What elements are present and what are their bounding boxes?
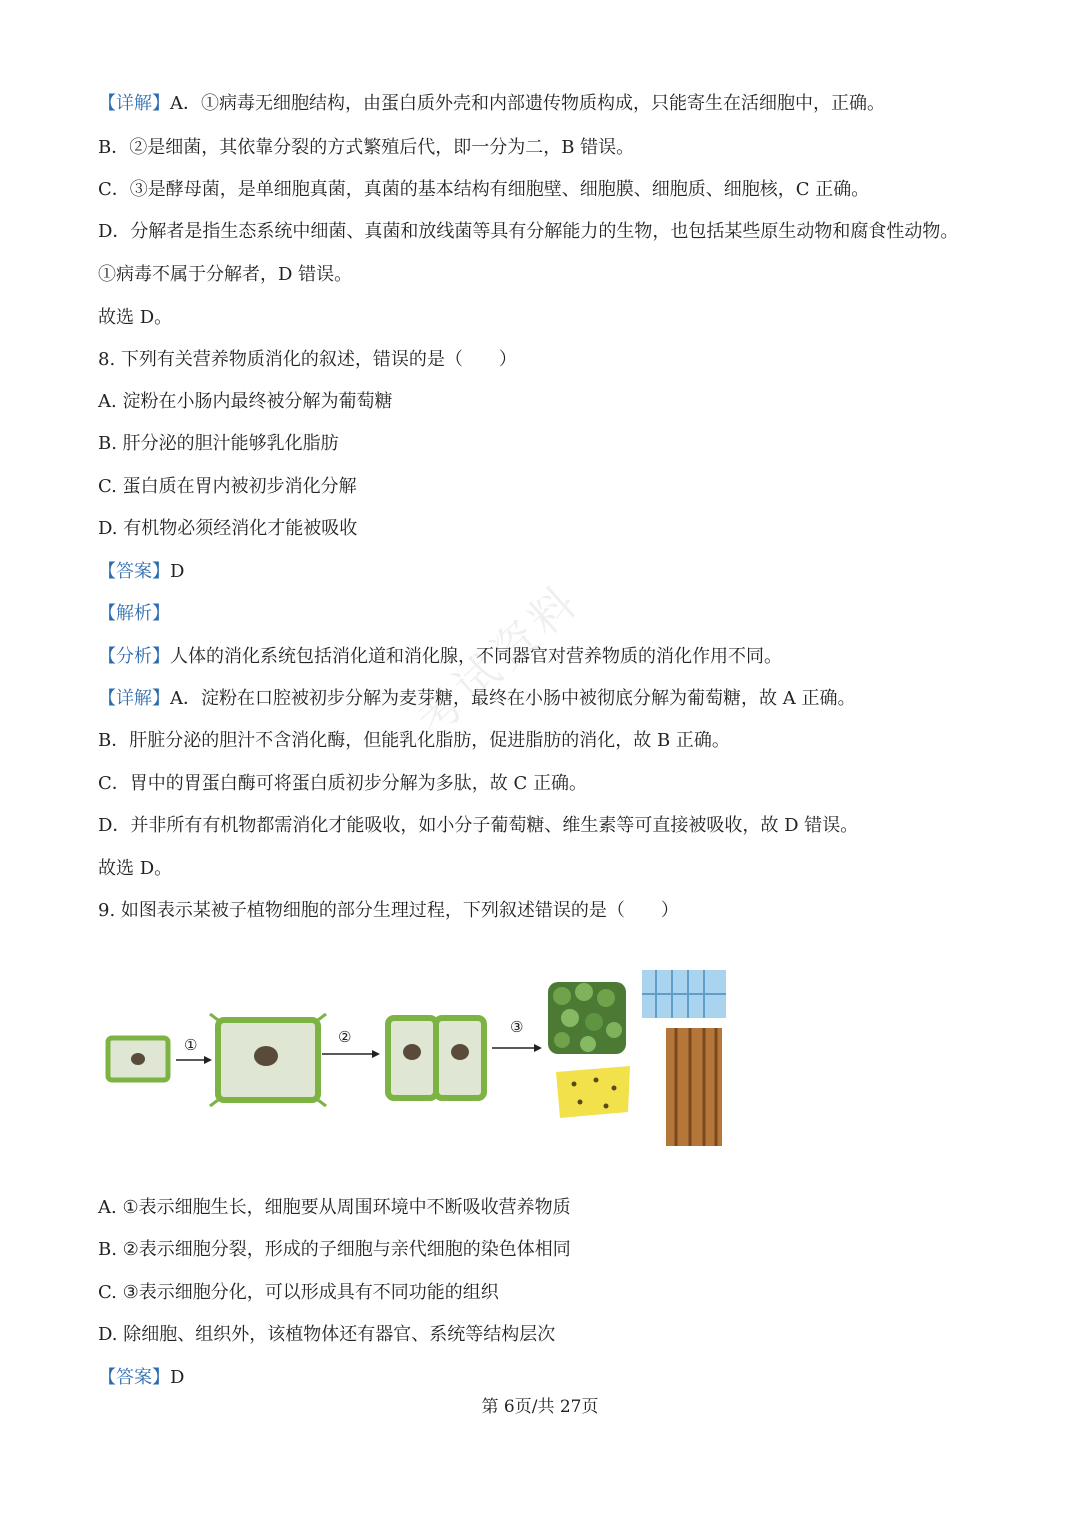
line-text: A．①病毒无细胞结构，由蛋白质外壳和内部遗传物质构成，只能寄生在活细胞中，正确。 bbox=[170, 93, 885, 114]
watermark: 考试资料 bbox=[407, 574, 591, 747]
line-text: A. 淀粉在小肠内最终被分解为葡萄糖 bbox=[98, 391, 393, 412]
line-text: 8. 下列有关营养物质消化的叙述，错误的是（ ） bbox=[98, 349, 517, 370]
cell-process-diagram bbox=[100, 960, 740, 1160]
line-text: 人体的消化系统包括消化道和消化腺，不同器官对营养物质的消化作用不同。 bbox=[170, 646, 782, 667]
question-9-option-b bbox=[98, 1238, 998, 1262]
question-9-option-c bbox=[98, 1281, 998, 1305]
analysis-tag: 【解析】 bbox=[98, 603, 170, 624]
question-9-option-a bbox=[98, 1196, 998, 1220]
question-8-option-d bbox=[98, 517, 998, 541]
answer-line bbox=[98, 1366, 998, 1390]
line-text: 9. 如图表示某被子植物细胞的部分生理过程，下列叙述错误的是（ ） bbox=[98, 900, 679, 921]
text-line bbox=[98, 857, 998, 881]
line-text: D. 有机物必须经消化才能被吸收 bbox=[98, 518, 358, 539]
text-line bbox=[98, 772, 998, 796]
question-9-option-d bbox=[98, 1323, 998, 1347]
nucleus bbox=[451, 1044, 469, 1060]
question-8-stem bbox=[98, 348, 998, 372]
chloroplast-tissue bbox=[548, 982, 626, 1054]
text-line: 【详解】A．淀粉在口腔被初步分解为麦芽糖，最终在小肠中被彻底分解为葡萄糖，故 A 正确。 bbox=[98, 688, 856, 709]
line-text: 故选 D。 bbox=[98, 858, 173, 879]
question-8-option-c bbox=[98, 475, 998, 499]
text-line bbox=[98, 306, 998, 330]
line-text: B. ②表示细胞分裂，形成的子细胞与亲代细胞的染色体相同 bbox=[98, 1239, 571, 1260]
question-9-stem bbox=[98, 899, 998, 923]
text-line bbox=[98, 178, 998, 202]
line-text: C. ③表示细胞分化，可以形成具有不同功能的组织 bbox=[98, 1282, 499, 1303]
epidermis-tissue bbox=[642, 970, 726, 1018]
text-line bbox=[98, 136, 998, 160]
line-text: C. 蛋白质在胃内被初步消化分解 bbox=[98, 476, 357, 497]
step-1-label: ① bbox=[184, 1036, 198, 1054]
text-line bbox=[98, 220, 998, 244]
line-text: A. ①表示细胞生长，细胞要从周围环境中不断吸收营养物质 bbox=[98, 1197, 571, 1218]
answer-tag: 【答案】 bbox=[98, 1367, 170, 1388]
answer-tag: 【答案】 bbox=[98, 561, 170, 582]
nucleus bbox=[131, 1053, 145, 1065]
question-8-option-a bbox=[98, 390, 998, 414]
line-text: B. 肝分泌的胆汁能够乳化脂肪 bbox=[98, 433, 339, 454]
step-2-label: ② bbox=[338, 1028, 352, 1046]
parenchyma-tissue bbox=[556, 1066, 630, 1118]
answer-value: D bbox=[170, 561, 185, 582]
page-number: 第 6页/共 27页 bbox=[481, 1397, 599, 1417]
analysis-heading bbox=[98, 602, 998, 626]
nucleus bbox=[254, 1046, 278, 1066]
answer-line bbox=[98, 560, 998, 584]
answer-value: D bbox=[170, 1367, 185, 1388]
section-tag: 【详解】 bbox=[98, 93, 170, 114]
line-text: 故选 D。 bbox=[98, 307, 173, 328]
line-text: D. 除细胞、组织外，该植物体还有器官、系统等结构层次 bbox=[98, 1324, 556, 1345]
line-text: D．并非所有有机物都需消化才能吸收，如小分子葡萄糖、维生素等可直接被吸收，故 D 错误。 bbox=[98, 815, 859, 836]
text-line bbox=[98, 814, 998, 838]
line-text: A．淀粉在口腔被初步分解为麦芽糖，最终在小肠中被彻底分解为葡萄糖，故 A 正确。 bbox=[170, 688, 856, 709]
text-line bbox=[98, 729, 998, 753]
question-8-option-b bbox=[98, 432, 998, 456]
text-line bbox=[98, 92, 998, 116]
vascular-tissue bbox=[666, 1028, 722, 1146]
step-3-label: ③ bbox=[510, 1018, 524, 1036]
line-text: B．肝脏分泌的胆汁不含消化酶，但能乳化脂肪，促进脂肪的消化，故 B 正确。 bbox=[98, 730, 730, 751]
line-text: D．分解者是指生态系统中细菌、真菌和放线菌等具有分解能力的生物，也包括某些原生动物和腐食性动物。 bbox=[98, 221, 959, 242]
line-text: C．③是酵母菌，是单细胞真菌，真菌的基本结构有细胞壁、细胞膜、细胞质、细胞核，C 正确。 bbox=[98, 179, 870, 200]
line-text: B．②是细菌，其依靠分裂的方式繁殖后代，即一分为二，B 错误。 bbox=[98, 137, 635, 158]
text-line bbox=[98, 263, 998, 287]
nucleus bbox=[403, 1044, 421, 1060]
text-line: 【分析】人体的消化系统包括消化道和消化腺，不同器官对营养物质的消化作用不同。 bbox=[98, 646, 782, 667]
line-text: ①病毒不属于分解者，D 错误。 bbox=[98, 264, 353, 285]
line-text: C．胃中的胃蛋白酶可将蛋白质初步分解为多肽，故 C 正确。 bbox=[98, 773, 587, 794]
